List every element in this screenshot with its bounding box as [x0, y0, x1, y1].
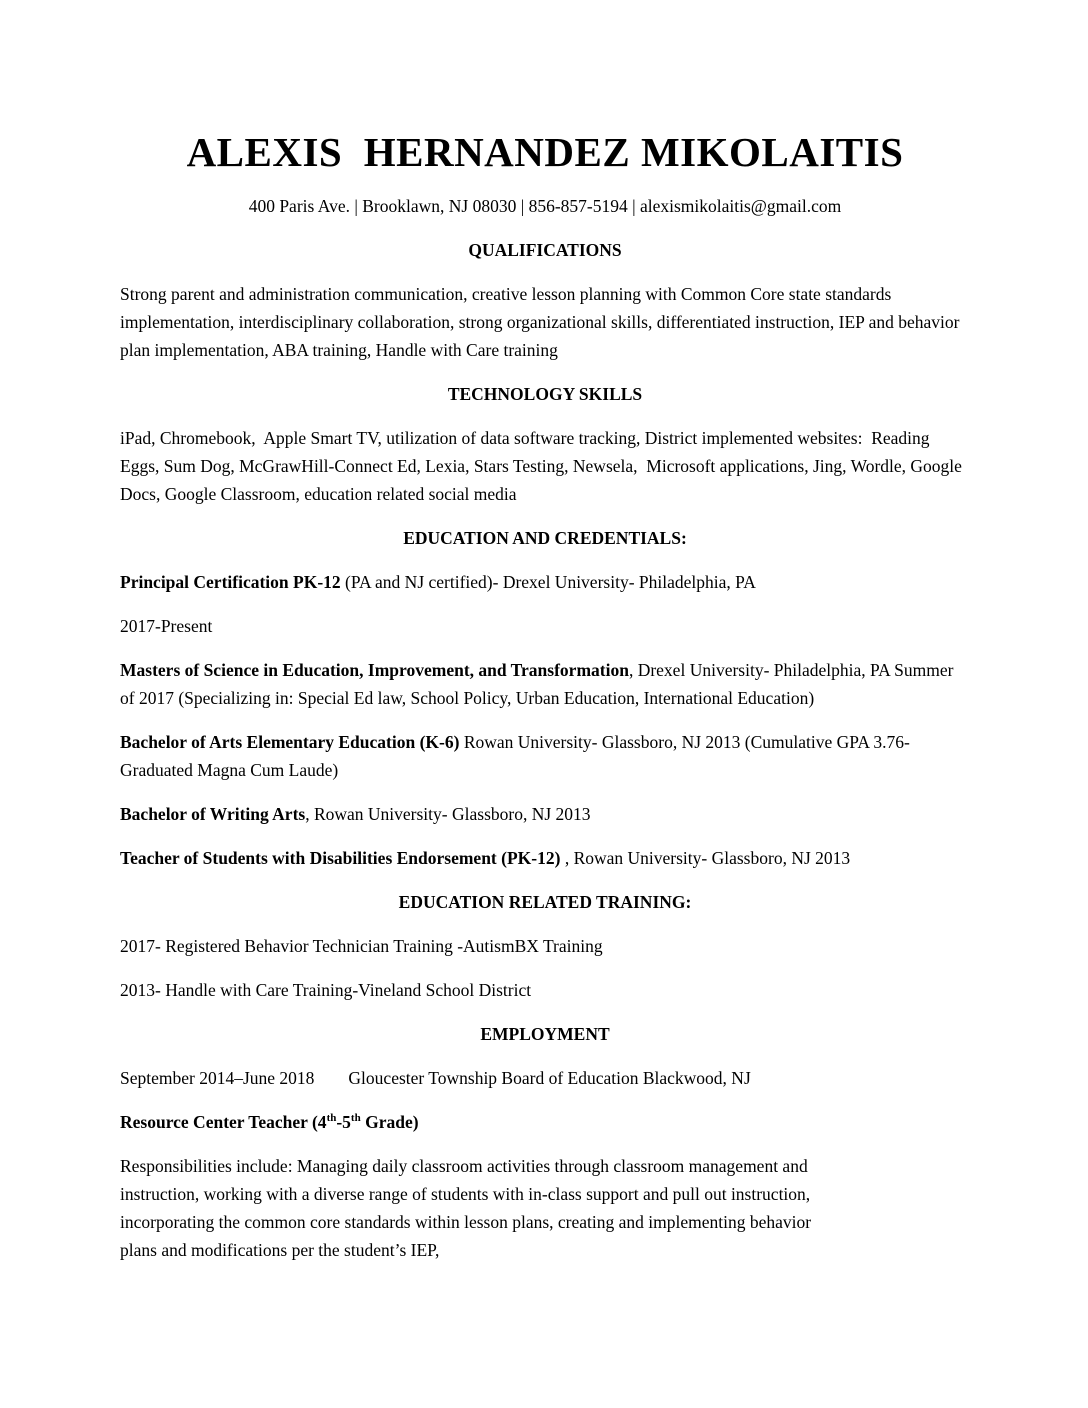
- education-entry-disabilities-endorsement: [120, 844, 970, 872]
- employment-employer: Gloucester Township Board of Education Blackwood, NJ: [348, 1068, 751, 1088]
- degree-title: Masters of Science in Education, Improvement, and Transformation: [120, 660, 629, 680]
- education-entry-dates: [120, 612, 970, 640]
- section-heading-education-training: EDUCATION RELATED TRAINING:: [398, 892, 692, 912]
- education-entry-bachelor-elementary: [120, 728, 970, 784]
- degree-details: Rowan University- Glassboro, NJ 2013 (Cumulative GPA 3.76- Graduated Magna Cum Laude): [120, 732, 915, 780]
- training-item-2013: 2013- Handle with Care Training-Vineland School District: [120, 980, 532, 1000]
- employment-responsibilities: Responsibilities include: Managing daily classroom activities through classroom management and instruction, working with a diverse range of students with in-class support and pull out instruction, incorporating the common core standards within lesson plans, creating and implementing behavior plans and modifications per the student’s IEP,: [120, 1156, 816, 1260]
- degree-title: Bachelor of Writing Arts: [120, 804, 306, 824]
- section-heading-qualifications: QUALIFICATIONS: [468, 240, 622, 260]
- degree-title: Teacher of Students with Disabilities Endorsement (PK-12): [120, 848, 561, 868]
- job-title-part: -5: [336, 1112, 351, 1132]
- job-title-part: Grade): [360, 1112, 419, 1132]
- education-entry-principal-certification: [120, 568, 970, 596]
- degree-details: , Rowan University- Glassboro, NJ 2013: [560, 848, 851, 868]
- degree-details: , Rowan University- Glassboro, NJ 2013: [305, 804, 591, 824]
- employment-entry-line: [120, 1064, 970, 1092]
- section-heading-technology-skills: TECHNOLOGY SKILLS: [447, 384, 643, 404]
- education-entry-masters: [120, 656, 970, 712]
- section-heading-employment: EMPLOYMENT: [480, 1024, 610, 1044]
- technology-skills-text: iPad, Chromebook, Apple Smart TV, utilization of data software tracking, District implemented websites: Reading Eggs, Sum Dog, McGrawHill-Connect Ed, Lexia, Stars Testing, Newsela, Microsoft applications, Jing, Wordle, Google Docs, Google Classroom, education related social media: [120, 428, 967, 504]
- degree-details: (PA and NJ certified)- Drexel University- Philadelphia, PA: [340, 572, 756, 592]
- section-heading-education-credentials: EDUCATION AND CREDENTIALS:: [403, 528, 687, 548]
- degree-title: Principal Certification PK-12: [120, 572, 341, 592]
- degree-details: , Drexel University- Philadelphia, PA Summer of 2017 (Specializing in: Special Ed law, School Policy, Urban Education, International Education): [120, 660, 958, 708]
- education-entry-bachelor-writing: [120, 800, 970, 828]
- employment-date-range: September 2014–June 2018: [120, 1068, 315, 1088]
- ordinal-superscript: th: [350, 1112, 361, 1125]
- degree-details: 2017-Present: [120, 616, 213, 636]
- training-item-2017: 2017- Registered Behavior Technician Training -AutismBX Training: [120, 936, 603, 956]
- degree-title: Bachelor of Arts Elementary Education (K-6): [120, 732, 460, 752]
- qualifications-text: Strong parent and administration communication, creative lesson planning with Common Core state standards implementation, interdisciplinary collaboration, strong organizational skills, differentiated instruction, IEP and behavior plan implementation, ABA training, Handle with Care training: [120, 284, 964, 360]
- job-title-text: [120, 1112, 419, 1132]
- page-title: ALEXIS HERNANDEZ MIKOLAITIS: [186, 129, 904, 175]
- contact-line: 400 Paris Ave. | Brooklawn, NJ 08030 | 856-857-5194 | alexismikolaitis@gmail.com: [248, 196, 842, 216]
- employment-job-title: [120, 1108, 970, 1136]
- ordinal-superscript: th: [326, 1112, 337, 1125]
- job-title-part: Resource Center Teacher (4: [120, 1112, 327, 1132]
